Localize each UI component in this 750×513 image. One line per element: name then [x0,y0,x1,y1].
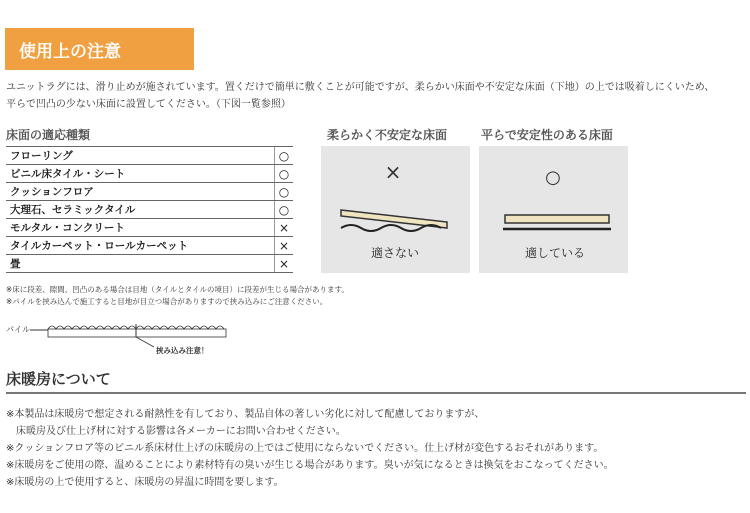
note-line: 床暖房及び仕上げ材に対する影響は各メーカーにお問い合わせください。 [16,426,346,437]
suitability-mark: ○ [275,201,294,219]
section-title-floor-heating: 床暖房について [6,370,111,388]
note-line: ※床暖房をご使用の際、温めることにより素材特有の臭いが生じる場合があります。臭いが気になるときは換気をおこなってください。 [6,460,614,471]
stable-floor-panel [479,146,628,273]
table-row [6,255,293,273]
floor-label: 畳 [6,255,275,273]
note-line: ※床に段差、隙間、凹凸のある場合は目地（タイルとタイルの境目）に段差が生じる場合があります。 [6,285,349,294]
intro-line-1: ユニットラグには、滑り止めが施されています。置くだけで簡単に敷くことが可能ですが、柔らかい床面や不安定な床面（下地）の上では吸着しにくいため、 [6,82,715,93]
section-title-usage-notes: 使用上の注意 [5,28,194,70]
intro-line-2: 平らで凹凸の少ない床面に設置してください。（下図一覧参照） [6,99,291,110]
pile-base-icon [48,329,226,337]
unstable-floor-title: 柔らかく不安定な床面 [327,128,448,142]
suitability-mark: × [275,219,294,237]
suitable-caption: 適している [524,246,586,260]
pile-caption: 挟み込み注意！ [156,346,209,355]
suitable-mark: ○ [545,167,561,188]
table-row [6,183,293,201]
floor-type-table [6,146,293,273]
uneven-floor-icon [341,225,441,231]
table-row [6,201,293,219]
unsuitable-caption: 適さない [370,246,420,260]
pile-label: パイル [6,325,30,334]
caption-leader-line [136,337,154,347]
floor-label: モルタル・コンクリート [6,219,275,237]
table-row [6,147,293,165]
suitability-mark: × [275,255,294,273]
suitability-mark: × [275,237,294,255]
stable-floor-title: 平らで安定性のある床面 [481,128,613,142]
unstable-floor-panel [321,146,470,273]
table-row [6,219,293,237]
unsuitable-mark: × [384,160,402,184]
floor-notes [6,284,349,308]
floor-label: 大理石、セラミックタイル [6,201,275,219]
floor-heating-notes [6,406,614,491]
note-line: ※パイルを挟み込んで施工すると目地が目立つ場合がありますので挟み込みにご注意ください。 [6,297,328,306]
floor-label: ビニル床タイル・シート [6,165,275,183]
floor-label: フローリング [6,147,275,165]
suitability-mark: ○ [275,147,294,165]
intro-text [6,79,714,113]
table-row [6,165,293,183]
note-line: ※クッションフロア等のビニル系床材仕上げの床暖房の上ではご使用にならないでください。仕上げ材が変色するおそれがあります。 [6,443,604,454]
floor-label: クッションフロア [6,183,275,201]
floor-table-heading: 床面の適応種類 [6,128,91,142]
unstable-floor-illustration [321,146,470,273]
suitability-mark: ○ [275,165,294,183]
suitability-mark: ○ [275,183,294,201]
pile-diagram [30,320,230,348]
floor-label: タイルカーペット・ロールカーペット [6,237,275,255]
note-line: ※本製品は床暖房で想定される耐熱性を有しており、製品自体の著しい劣化に対して配慮しておりますが、 [6,409,485,420]
flat-board-icon [505,215,609,223]
note-line: ※床暖房の上で使用すると、床暖房の昇温に時間を要します。 [6,477,284,488]
section-divider [6,392,746,394]
stable-floor-illustration [479,146,631,273]
table-row [6,237,293,255]
